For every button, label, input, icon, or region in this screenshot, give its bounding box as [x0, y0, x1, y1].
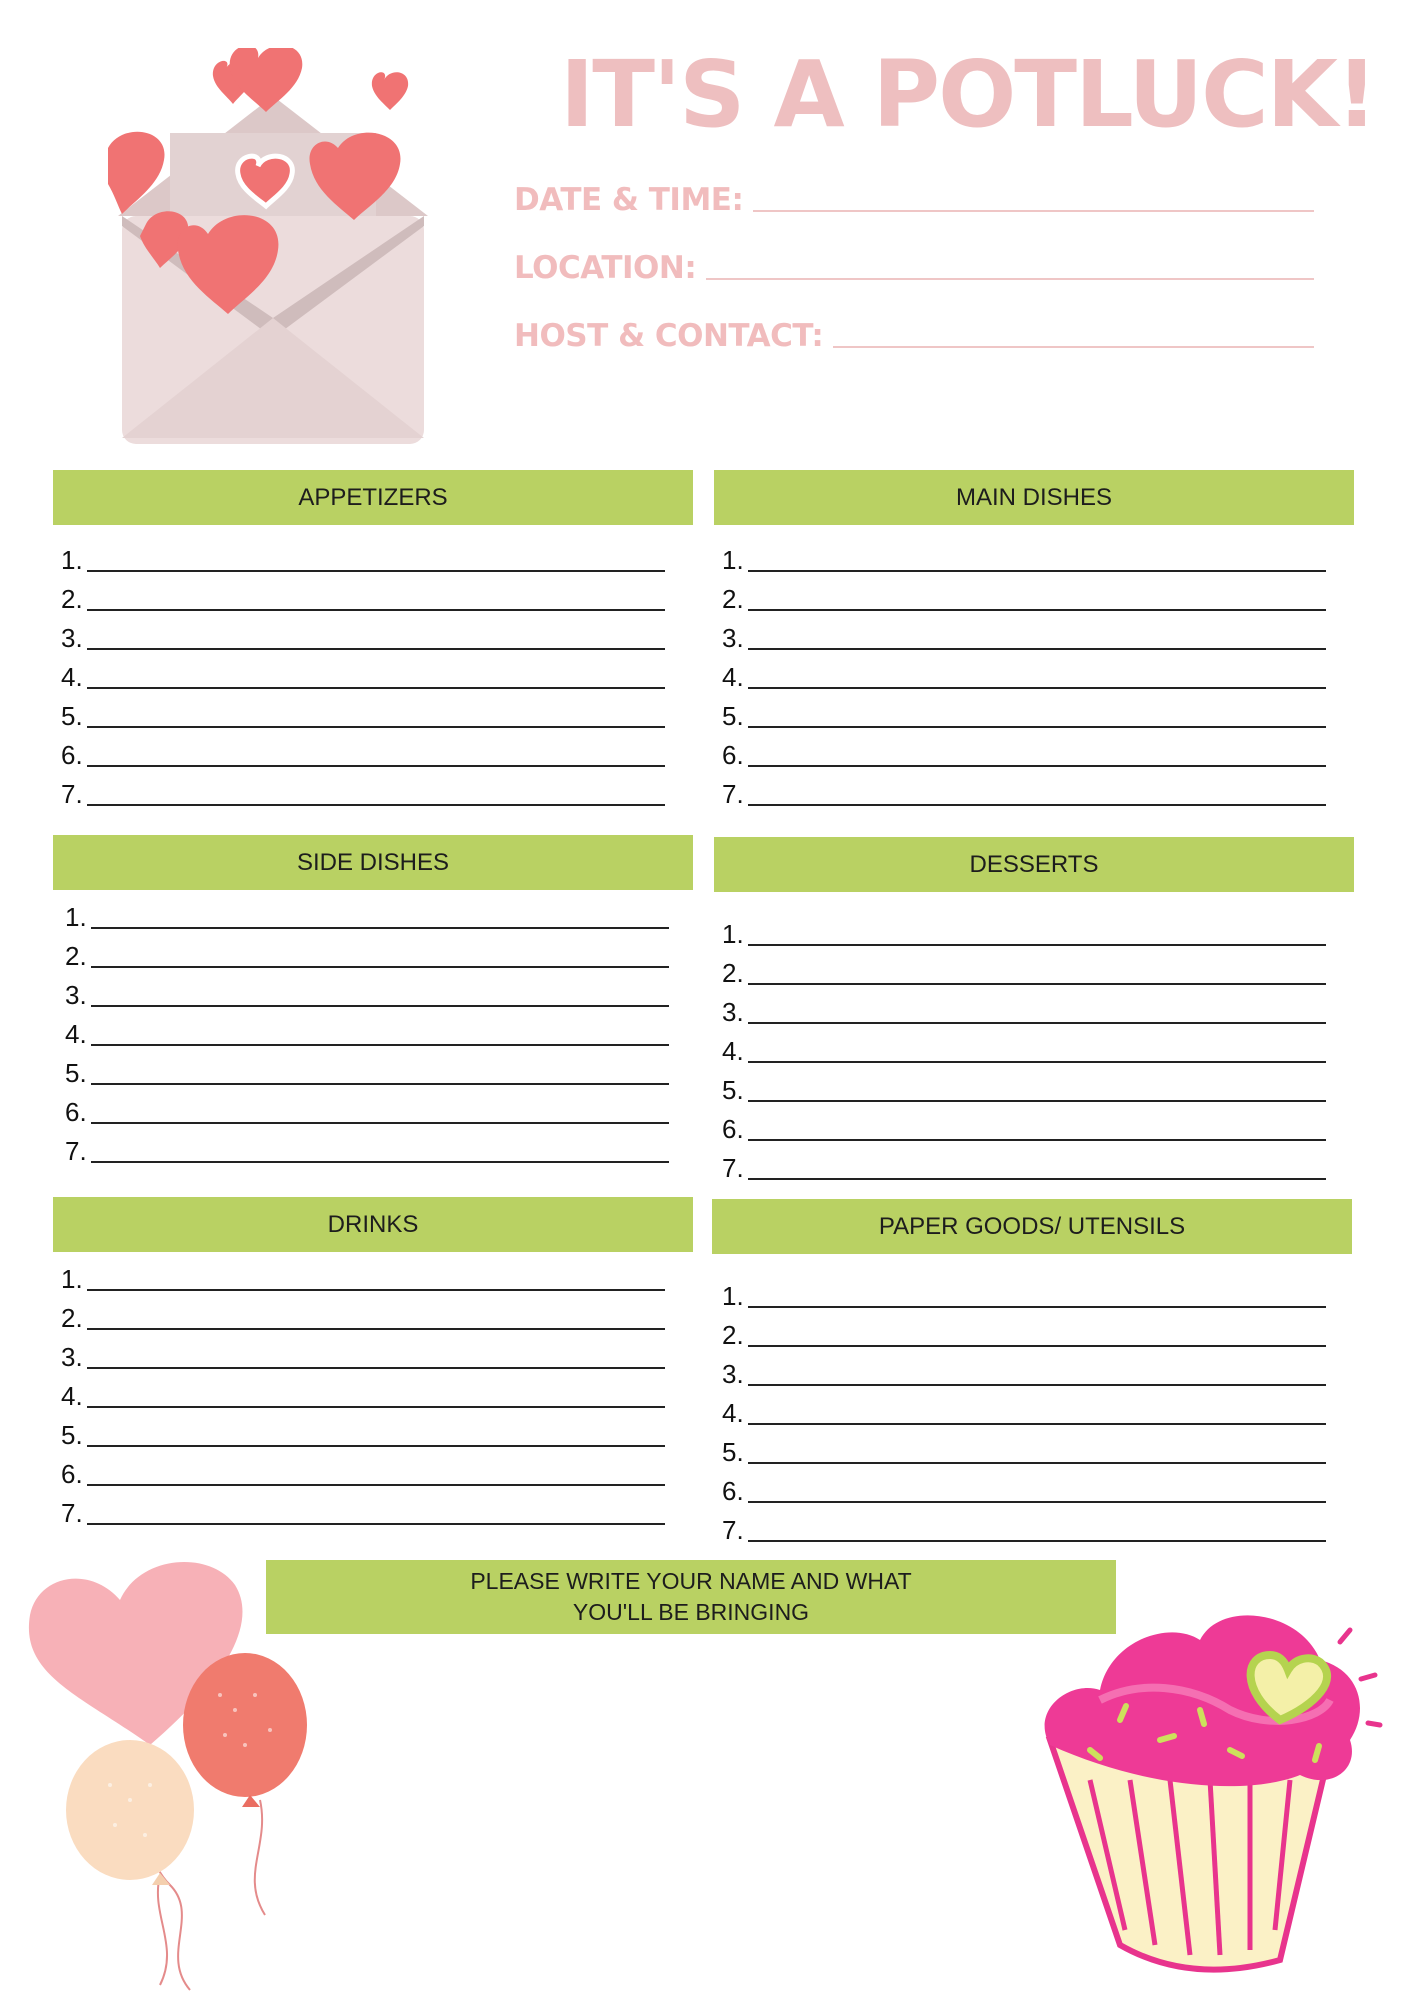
date-time-line — [753, 210, 1314, 212]
location-line — [706, 278, 1314, 280]
envelope-with-hearts-icon — [108, 48, 438, 448]
list-item[interactable]: 4. — [65, 1014, 669, 1050]
list-item[interactable]: 6. — [722, 1109, 1326, 1145]
list-item[interactable]: 5. — [722, 696, 1326, 732]
list-item[interactable]: 6. — [722, 735, 1326, 771]
section-header-desserts: DESSERTS — [714, 837, 1354, 892]
list-item[interactable]: 1. — [722, 540, 1326, 576]
host-contact-field[interactable] — [514, 314, 1314, 354]
section-header-paper-goods: PAPER GOODS/ UTENSILS — [712, 1199, 1352, 1254]
date-time-label: DATE & TIME: — [514, 182, 744, 218]
list-item[interactable]: 4. — [722, 1031, 1326, 1067]
section-side-dishes — [53, 835, 693, 1175]
list-item[interactable]: 3. — [65, 975, 669, 1011]
list-item[interactable]: 2. — [722, 1315, 1326, 1351]
cupcake-icon — [1030, 1600, 1400, 1995]
section-header-side-dishes: SIDE DISHES — [53, 835, 693, 890]
page-title: IT'S A POTLUCK! — [560, 41, 1376, 148]
section-appetizers — [53, 470, 693, 810]
section-header-appetizers: APPETIZERS — [53, 470, 693, 525]
list-item[interactable]: 1. — [65, 897, 669, 933]
host-contact-label: HOST & CONTACT: — [514, 318, 824, 354]
instructions-banner — [266, 1560, 1116, 1634]
list-item[interactable]: 1. — [722, 1276, 1326, 1312]
host-contact-line — [833, 346, 1314, 348]
list-item[interactable]: 7. — [722, 774, 1326, 810]
list-item[interactable]: 5. — [722, 1070, 1326, 1106]
list-item[interactable]: 3. — [722, 992, 1326, 1028]
date-time-field[interactable] — [514, 178, 1314, 218]
list-item[interactable]: 6. — [61, 735, 665, 771]
balloons-icon — [20, 1545, 320, 1995]
list-item[interactable]: 2. — [61, 1298, 665, 1334]
list-item[interactable]: 4. — [61, 1376, 665, 1412]
list-item[interactable]: 3. — [61, 618, 665, 654]
list-item[interactable]: 1. — [61, 540, 665, 576]
section-paper-goods — [712, 1199, 1352, 1549]
list-item[interactable]: 2. — [722, 953, 1326, 989]
section-header-main-dishes: MAIN DISHES — [714, 470, 1354, 525]
location-label: LOCATION: — [514, 250, 697, 286]
list-item[interactable]: 5. — [61, 1415, 665, 1451]
list-item[interactable]: 3. — [722, 618, 1326, 654]
list-item[interactable]: 6. — [65, 1092, 669, 1128]
section-main-dishes — [714, 470, 1354, 810]
section-desserts — [714, 837, 1354, 1187]
list-item[interactable]: 2. — [65, 936, 669, 972]
list-item[interactable]: 2. — [722, 579, 1326, 615]
section-drinks — [53, 1197, 693, 1537]
list-item[interactable]: 2. — [61, 579, 665, 615]
list-item[interactable]: 6. — [722, 1471, 1326, 1507]
list-item[interactable]: 7. — [65, 1131, 669, 1167]
list-item[interactable]: 7. — [722, 1510, 1326, 1546]
instructions-text: PLEASE WRITE YOUR NAME AND WHAT YOU'LL BE BRINGING — [470, 1568, 912, 1625]
list-item[interactable]: 5. — [61, 696, 665, 732]
list-item[interactable]: 5. — [65, 1053, 669, 1089]
list-item[interactable]: 5. — [722, 1432, 1326, 1468]
list-item[interactable]: 7. — [722, 1148, 1326, 1184]
list-item[interactable]: 7. — [61, 774, 665, 810]
list-item[interactable]: 4. — [61, 657, 665, 693]
list-item[interactable]: 6. — [61, 1454, 665, 1490]
list-item[interactable]: 4. — [722, 1393, 1326, 1429]
list-item[interactable]: 1. — [722, 914, 1326, 950]
list-item[interactable]: 3. — [722, 1354, 1326, 1390]
list-item[interactable]: 1. — [61, 1259, 665, 1295]
list-item[interactable]: 4. — [722, 657, 1326, 693]
section-header-drinks: DRINKS — [53, 1197, 693, 1252]
location-field[interactable] — [514, 246, 1314, 286]
list-item[interactable]: 3. — [61, 1337, 665, 1373]
list-item[interactable]: 7. — [61, 1493, 665, 1529]
